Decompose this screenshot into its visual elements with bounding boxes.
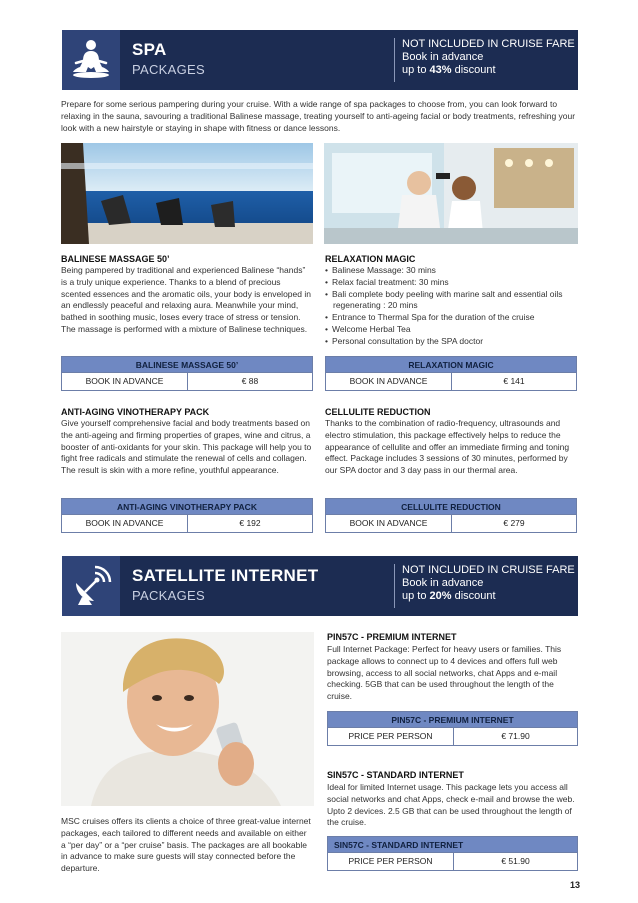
sea-terrace-photo (61, 143, 313, 244)
spa-title: SPA (132, 40, 167, 59)
balinese-heading: BALINESE MASSAGE 50’ (61, 254, 170, 264)
price-box-title: RELAXATION MAGIC (326, 357, 576, 373)
balinese-text: Being pampered by traditional and experienced Balinese “hands” is a truly unique experience. Thanks to a blend of precious scented essences and the aromatic oils, your body is enveloped in an endlessly peaceful and relaxing aura. Meanwhile your mind, bathed in soothing music, loses every trace of stress or tension. The massage is performed with a mixture of Balinese techniques. (61, 265, 311, 334)
premium-heading: PIN57C - PREMIUM INTERNET (327, 632, 457, 642)
relaxation-price-box (325, 356, 577, 391)
spa-discount: 43% (429, 64, 452, 76)
premium-text: Full Internet Package: Perfect for heavy users or families. This package allows to connect up to 4 devices and offers full web browsing, access to all social networks, chat Apps and e-mail checking. 5GB that can be used throughout the length of the cruise. (327, 644, 562, 702)
antiaging-text: Give yourself comprehensive facial and body treatments based on the anti-ageing and firming properties of grapes, wine and citrus, a booster of anti-oxidants for your skin. This package will help you to fight free radicals and stimulate the renewal of cells and collagen. The result is skin with a more refine, youthful appearance. (61, 418, 312, 476)
price-label: BOOK IN ADVANCE (62, 373, 188, 390)
cellulite-price-box (325, 498, 577, 533)
price-value: € 192 (239, 518, 261, 528)
internet-icon-box (62, 556, 120, 616)
internet-intro: MSC cruises offers its clients a choice of three great-value internet packages, each tailored to different needs and available on either a “per day” or a “per cruise” basis. The packages are all bookable in advance to make sure guests will stay connected before the departure. (61, 816, 311, 874)
cellulite-heading: CELLULITE REDUCTION (325, 407, 431, 417)
banner-divider (394, 38, 395, 82)
price-value: € 71.90 (501, 731, 530, 741)
standard-heading: SIN57C - STANDARD INTERNET (327, 770, 464, 780)
list-item: • Entrance to Thermal Spa for the duration of the cruise (325, 312, 577, 324)
man-with-phone-photo (61, 632, 314, 806)
balinese-price-box (61, 356, 313, 391)
standard-text: Ideal for limited Internet usage. This package lets you access all social networks and chat Apps, check e-mail and browse the web. Upto 2 devices. 2.5 GB that can be used throughout the length of the cruise. (327, 782, 575, 828)
price-value: € 51.90 (501, 856, 530, 866)
meditation-icon (68, 37, 114, 83)
relaxation-list (325, 265, 577, 348)
antiaging-price-box (61, 498, 313, 533)
list-item: • Relax facial treatment: 30 mins (325, 277, 577, 289)
standard-price-box (327, 836, 578, 871)
internet-fare-note: NOT INCLUDED IN CRUISE FARE Book in advance up to 20% discount (402, 564, 575, 602)
price-label: PRICE PER PERSON (328, 728, 454, 745)
list-item: • Balinese Massage: 30 mins (325, 265, 577, 277)
spa-banner (62, 30, 578, 90)
price-label: BOOK IN ADVANCE (326, 515, 452, 532)
antiaging-heading: ANTI-AGING VINOTHERAPY PACK (61, 407, 210, 417)
price-label: BOOK IN ADVANCE (326, 373, 452, 390)
price-label: BOOK IN ADVANCE (62, 515, 188, 532)
list-item: • Bali complete body peeling with marine salt and essential oils regenerating : 20 mins (325, 289, 577, 313)
internet-discount: 20% (429, 590, 452, 602)
price-box-title: PIN57C - PREMIUM INTERNET (328, 712, 577, 728)
list-item: • Personal consultation by the SPA doctor (325, 336, 577, 348)
hair-salon-photo (324, 143, 578, 244)
satellite-dish-icon (68, 563, 114, 609)
price-box-title: BALINESE MASSAGE 50’ (62, 357, 312, 373)
cellulite-text: Thanks to the combination of radio-frequency, ultrasounds and electro stimulation, this package effectively helps to reduce the appearance of cellulite and offer an immediate firming and toning effect. Package includes 3 sessions of 30 minutes, performed by our SPA doctor and 3 day pass in our thermal area. (325, 418, 570, 476)
internet-subtitle: PACKAGES (132, 588, 205, 603)
internet-banner (62, 556, 578, 616)
spa-subtitle: PACKAGES (132, 62, 205, 77)
spa-icon-box (62, 30, 120, 90)
list-item: • Welcome Herbal Tea (325, 324, 577, 336)
price-value: € 279 (503, 518, 525, 528)
spa-fare-note: NOT INCLUDED IN CRUISE FARE Book in advance up to 43% discount (402, 38, 575, 76)
price-box-title: SIN57C - STANDARD INTERNET (328, 837, 577, 853)
internet-title: SATELLITE INTERNET (132, 566, 319, 585)
price-box-title: ANTI-AGING VINOTHERAPY PACK (62, 499, 312, 515)
price-value: € 88 (241, 376, 259, 386)
relaxation-heading: RELAXATION MAGIC (325, 254, 416, 264)
price-box-title: CELLULITE REDUCTION (326, 499, 576, 515)
page-number: 13 (569, 880, 580, 890)
price-value: € 141 (503, 376, 525, 386)
premium-price-box (327, 711, 578, 746)
banner-divider (394, 564, 395, 608)
price-label: PRICE PER PERSON (328, 853, 454, 870)
spa-intro: Prepare for some serious pampering during your cruise. With a wide range of spa packages to choose from, you can look forward to relaxing in the sauna, savouring a traditional Balinese massage, treating yourself to anti-ageing facial or body treatments, refreshing your look with a new hairstyle or staying in shape with fitness or dance lessons. (61, 99, 576, 133)
